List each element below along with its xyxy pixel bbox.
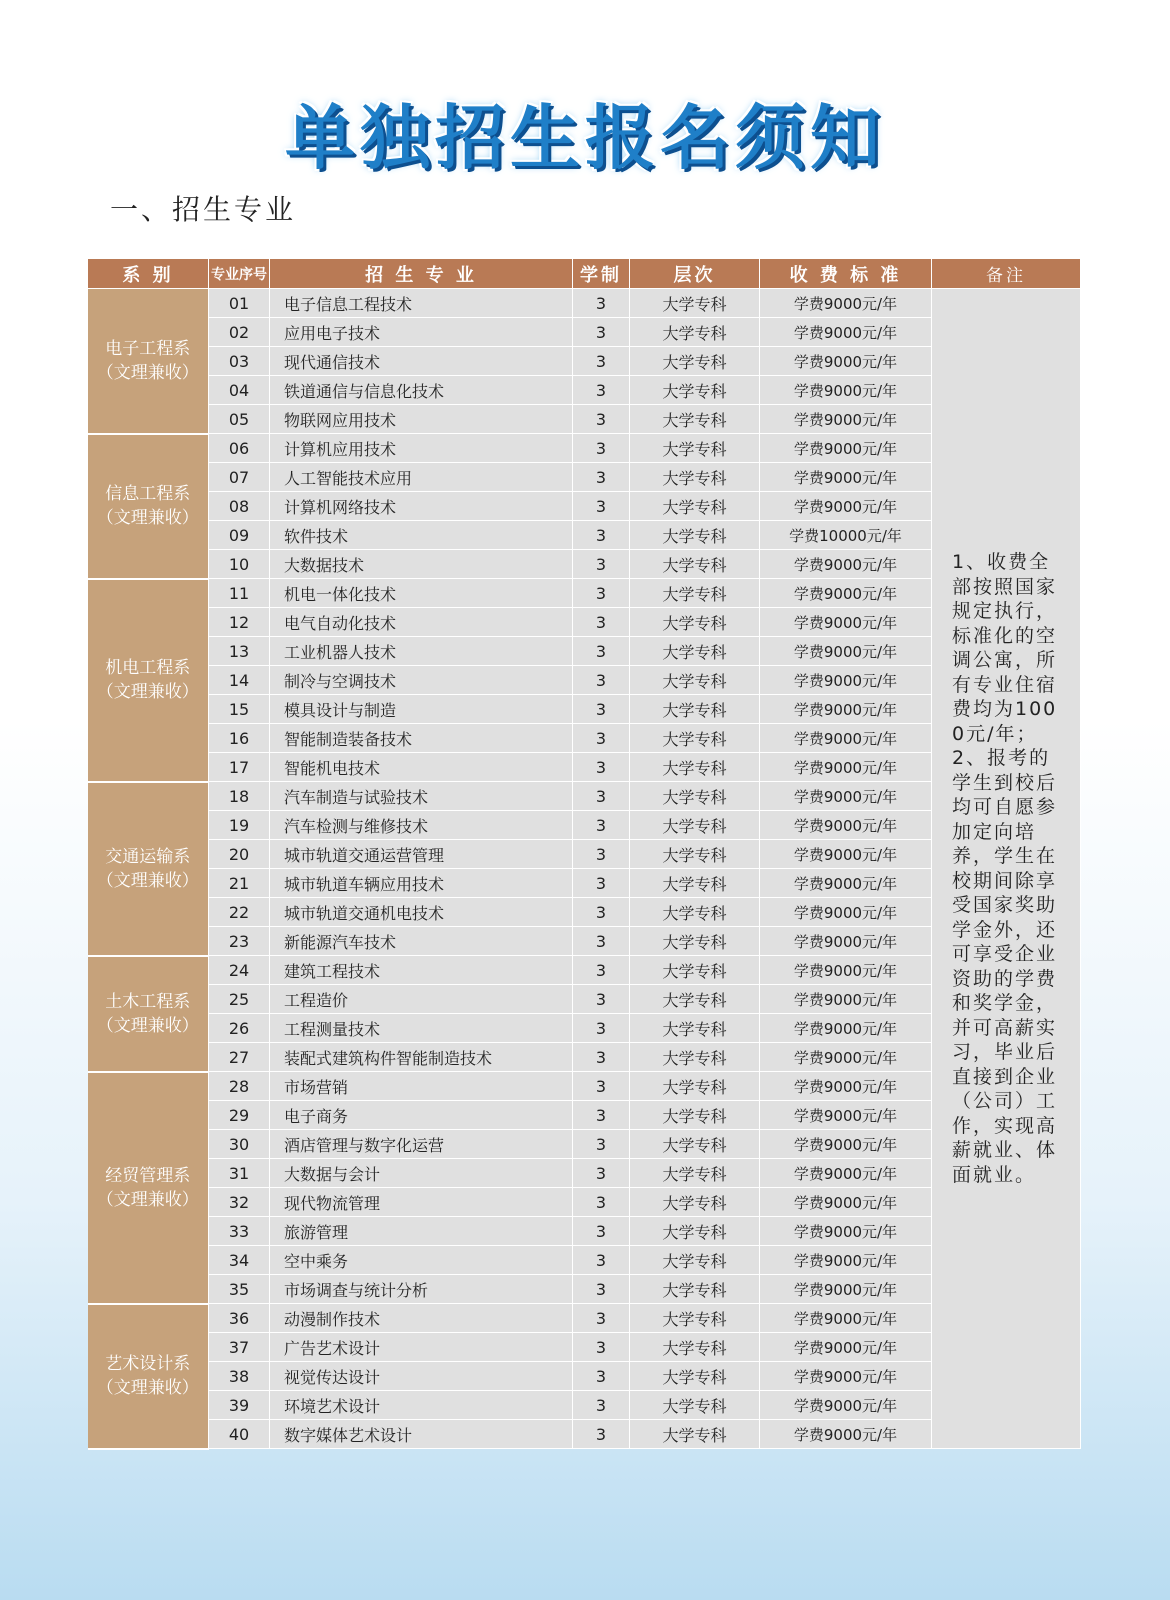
seq-cell: 18 xyxy=(209,782,270,811)
seq-cell: 26 xyxy=(209,1014,270,1043)
years-cell: 3 xyxy=(573,927,630,956)
major-cell: 工程测量技术 xyxy=(270,1014,573,1043)
seq-cell: 35 xyxy=(209,1275,270,1304)
fee-cell: 学费9000元/年 xyxy=(760,1043,932,1072)
level-cell: 大学专科 xyxy=(630,1420,760,1449)
major-cell: 智能机电技术 xyxy=(270,753,573,782)
seq-cell: 05 xyxy=(209,405,270,434)
header-seq: 专业序号 xyxy=(209,259,270,289)
seq-cell: 32 xyxy=(209,1188,270,1217)
seq-cell: 37 xyxy=(209,1333,270,1362)
level-cell: 大学专科 xyxy=(630,1043,760,1072)
seq-cell: 29 xyxy=(209,1101,270,1130)
fee-cell: 学费9000元/年 xyxy=(760,1362,932,1391)
years-cell: 3 xyxy=(573,985,630,1014)
fee-cell: 学费9000元/年 xyxy=(760,1333,932,1362)
level-cell: 大学专科 xyxy=(630,434,760,463)
years-cell: 3 xyxy=(573,1333,630,1362)
department-cell xyxy=(88,1072,209,1304)
header-level: 层次 xyxy=(630,259,760,289)
department-name: 经贸管理系 xyxy=(105,1165,191,1186)
years-cell: 3 xyxy=(573,1159,630,1188)
fee-cell: 学费9000元/年 xyxy=(760,608,932,637)
fee-cell: 学费9000元/年 xyxy=(760,956,932,985)
major-cell: 城市轨道车辆应用技术 xyxy=(270,869,573,898)
major-cell: 城市轨道交通运营管理 xyxy=(270,840,573,869)
years-cell: 3 xyxy=(573,1043,630,1072)
major-cell: 电子商务 xyxy=(270,1101,573,1130)
seq-cell: 12 xyxy=(209,608,270,637)
major-cell: 建筑工程技术 xyxy=(270,956,573,985)
level-cell: 大学专科 xyxy=(630,492,760,521)
years-cell: 3 xyxy=(573,869,630,898)
major-cell: 城市轨道交通机电技术 xyxy=(270,898,573,927)
level-cell: 大学专科 xyxy=(630,898,760,927)
department-cell xyxy=(88,434,209,579)
seq-cell: 20 xyxy=(209,840,270,869)
level-cell: 大学专科 xyxy=(630,318,760,347)
fee-cell: 学费9000元/年 xyxy=(760,927,932,956)
years-cell: 3 xyxy=(573,956,630,985)
major-cell: 现代物流管理 xyxy=(270,1188,573,1217)
level-cell: 大学专科 xyxy=(630,347,760,376)
fee-cell: 学费9000元/年 xyxy=(760,347,932,376)
seq-cell: 34 xyxy=(209,1246,270,1275)
fee-cell: 学费9000元/年 xyxy=(760,405,932,434)
years-cell: 3 xyxy=(573,898,630,927)
major-cell: 空中乘务 xyxy=(270,1246,573,1275)
major-cell: 应用电子技术 xyxy=(270,318,573,347)
level-cell: 大学专科 xyxy=(630,289,760,318)
seq-cell: 10 xyxy=(209,550,270,579)
seq-cell: 02 xyxy=(209,318,270,347)
fee-cell: 学费9000元/年 xyxy=(760,840,932,869)
seq-cell: 04 xyxy=(209,376,270,405)
seq-cell: 13 xyxy=(209,637,270,666)
fee-cell: 学费9000元/年 xyxy=(760,1420,932,1449)
years-cell: 3 xyxy=(573,1246,630,1275)
header-dept: 系 别 xyxy=(88,259,209,289)
major-cell: 工业机器人技术 xyxy=(270,637,573,666)
fee-cell: 学费9000元/年 xyxy=(760,492,932,521)
fee-cell: 学费9000元/年 xyxy=(760,550,932,579)
department-cell xyxy=(88,782,209,956)
department-name: 电子工程系 xyxy=(105,338,191,359)
fee-cell: 学费9000元/年 xyxy=(760,579,932,608)
major-cell: 新能源汽车技术 xyxy=(270,927,573,956)
seq-cell: 40 xyxy=(209,1420,270,1449)
major-cell: 市场调查与统计分析 xyxy=(270,1275,573,1304)
level-cell: 大学专科 xyxy=(630,811,760,840)
seq-cell: 28 xyxy=(209,1072,270,1101)
level-cell: 大学专科 xyxy=(630,1014,760,1043)
level-cell: 大学专科 xyxy=(630,840,760,869)
page-title: 单独招生报名须知 xyxy=(285,96,885,179)
years-cell: 3 xyxy=(573,434,630,463)
major-cell: 大数据技术 xyxy=(270,550,573,579)
years-cell: 3 xyxy=(573,1130,630,1159)
years-cell: 3 xyxy=(573,695,630,724)
years-cell: 3 xyxy=(573,550,630,579)
level-cell: 大学专科 xyxy=(630,782,760,811)
header-note: 备注 xyxy=(932,259,1081,289)
major-cell: 广告艺术设计 xyxy=(270,1333,573,1362)
seq-cell: 14 xyxy=(209,666,270,695)
fee-cell: 学费9000元/年 xyxy=(760,1188,932,1217)
seq-cell: 23 xyxy=(209,927,270,956)
years-cell: 3 xyxy=(573,405,630,434)
major-cell: 现代通信技术 xyxy=(270,347,573,376)
seq-cell: 22 xyxy=(209,898,270,927)
seq-cell: 07 xyxy=(209,463,270,492)
department-sub: （文理兼收） xyxy=(96,1015,199,1036)
seq-cell: 30 xyxy=(209,1130,270,1159)
major-cell: 汽车检测与维修技术 xyxy=(270,811,573,840)
major-cell: 计算机应用技术 xyxy=(270,434,573,463)
level-cell: 大学专科 xyxy=(630,608,760,637)
seq-cell: 09 xyxy=(209,521,270,550)
fee-cell: 学费9000元/年 xyxy=(760,666,932,695)
fee-cell: 学费9000元/年 xyxy=(760,637,932,666)
level-cell: 大学专科 xyxy=(630,666,760,695)
department-cell xyxy=(88,956,209,1072)
years-cell: 3 xyxy=(573,463,630,492)
seq-cell: 36 xyxy=(209,1304,270,1333)
level-cell: 大学专科 xyxy=(630,1072,760,1101)
table-header-row xyxy=(88,259,1081,289)
major-cell: 旅游管理 xyxy=(270,1217,573,1246)
years-cell: 3 xyxy=(573,1391,630,1420)
seq-cell: 25 xyxy=(209,985,270,1014)
level-cell: 大学专科 xyxy=(630,637,760,666)
seq-cell: 08 xyxy=(209,492,270,521)
level-cell: 大学专科 xyxy=(630,753,760,782)
level-cell: 大学专科 xyxy=(630,1304,760,1333)
level-cell: 大学专科 xyxy=(630,869,760,898)
level-cell: 大学专科 xyxy=(630,463,760,492)
years-cell: 3 xyxy=(573,1217,630,1246)
fee-cell: 学费9000元/年 xyxy=(760,1130,932,1159)
level-cell: 大学专科 xyxy=(630,1246,760,1275)
level-cell: 大学专科 xyxy=(630,1159,760,1188)
fee-cell: 学费9000元/年 xyxy=(760,1014,932,1043)
major-cell: 人工智能技术应用 xyxy=(270,463,573,492)
fee-cell: 学费9000元/年 xyxy=(760,463,932,492)
major-cell: 计算机网络技术 xyxy=(270,492,573,521)
table-row xyxy=(88,289,1081,318)
department-sub: （文理兼收） xyxy=(96,682,199,702)
level-cell: 大学专科 xyxy=(630,579,760,608)
years-cell: 3 xyxy=(573,579,630,608)
seq-cell: 06 xyxy=(209,434,270,463)
level-cell: 大学专科 xyxy=(630,724,760,753)
fee-cell: 学费9000元/年 xyxy=(760,289,932,318)
fee-cell: 学费9000元/年 xyxy=(760,1101,932,1130)
major-cell: 铁道通信与信息化技术 xyxy=(270,376,573,405)
level-cell: 大学专科 xyxy=(630,1101,760,1130)
major-cell: 软件技术 xyxy=(270,521,573,550)
major-cell: 大数据与会计 xyxy=(270,1159,573,1188)
section-heading: 一、招生专业 xyxy=(110,193,297,226)
seq-cell: 17 xyxy=(209,753,270,782)
years-cell: 3 xyxy=(573,666,630,695)
fee-cell: 学费9000元/年 xyxy=(760,811,932,840)
fee-cell: 学费9000元/年 xyxy=(760,1159,932,1188)
major-cell: 视觉传达设计 xyxy=(270,1362,573,1391)
major-cell: 酒店管理与数字化运营 xyxy=(270,1130,573,1159)
major-cell: 工程造价 xyxy=(270,985,573,1014)
header-fee: 收 费 标 准 xyxy=(760,259,932,289)
years-cell: 3 xyxy=(573,1362,630,1391)
remarks-cell: 1、收费全部按照国家规定执行，标准化的空调公寓，所有专业住宿费均为1000元/年；2、报考的学生到校后均可自愿参加定向培养，学生在校期间除享受国家奖助学金外，还可享受企业资助的学费和奖学金，并可高薪实习，毕业后直接到企业（公司）工作，实现高薪就业、体面就业。 xyxy=(932,289,1081,1449)
fee-cell: 学费9000元/年 xyxy=(760,695,932,724)
fee-cell: 学费9000元/年 xyxy=(760,753,932,782)
years-cell: 3 xyxy=(573,521,630,550)
department-sub: （文理兼收） xyxy=(96,1189,199,1210)
seq-cell: 21 xyxy=(209,869,270,898)
years-cell: 3 xyxy=(573,840,630,869)
level-cell: 大学专科 xyxy=(630,1217,760,1246)
years-cell: 3 xyxy=(573,376,630,405)
fee-cell: 学费9000元/年 xyxy=(760,318,932,347)
fee-cell: 学费9000元/年 xyxy=(760,1275,932,1304)
level-cell: 大学专科 xyxy=(630,405,760,434)
department-name: 交通运输系 xyxy=(105,846,191,867)
seq-cell: 39 xyxy=(209,1391,270,1420)
fee-cell: 学费9000元/年 xyxy=(760,434,932,463)
major-cell: 智能制造装备技术 xyxy=(270,724,573,753)
seq-cell: 31 xyxy=(209,1159,270,1188)
seq-cell: 01 xyxy=(209,289,270,318)
department-cell xyxy=(88,579,209,782)
years-cell: 3 xyxy=(573,492,630,521)
fee-cell: 学费10000元/年 xyxy=(760,521,932,550)
majors-table xyxy=(87,258,1081,1450)
level-cell: 大学专科 xyxy=(630,985,760,1014)
level-cell: 大学专科 xyxy=(630,927,760,956)
fee-cell: 学费9000元/年 xyxy=(760,724,932,753)
years-cell: 3 xyxy=(573,724,630,753)
level-cell: 大学专科 xyxy=(630,695,760,724)
level-cell: 大学专科 xyxy=(630,521,760,550)
department-name: 机电工程系 xyxy=(105,658,191,678)
level-cell: 大学专科 xyxy=(630,1275,760,1304)
major-cell: 机电一体化技术 xyxy=(270,579,573,608)
seq-cell: 15 xyxy=(209,695,270,724)
seq-cell: 16 xyxy=(209,724,270,753)
years-cell: 3 xyxy=(573,1275,630,1304)
major-cell: 电子信息工程技术 xyxy=(270,289,573,318)
years-cell: 3 xyxy=(573,1101,630,1130)
level-cell: 大学专科 xyxy=(630,376,760,405)
major-cell: 物联网应用技术 xyxy=(270,405,573,434)
years-cell: 3 xyxy=(573,289,630,318)
department-sub: （文理兼收） xyxy=(96,1378,199,1398)
department-sub: （文理兼收） xyxy=(96,362,199,383)
fee-cell: 学费9000元/年 xyxy=(760,376,932,405)
department-cell xyxy=(88,1304,209,1449)
years-cell: 3 xyxy=(573,782,630,811)
major-cell: 数字媒体艺术设计 xyxy=(270,1420,573,1449)
seq-cell: 38 xyxy=(209,1362,270,1391)
years-cell: 3 xyxy=(573,637,630,666)
fee-cell: 学费9000元/年 xyxy=(760,869,932,898)
seq-cell: 24 xyxy=(209,956,270,985)
fee-cell: 学费9000元/年 xyxy=(760,985,932,1014)
fee-cell: 学费9000元/年 xyxy=(760,1246,932,1275)
header-major: 招 生 专 业 xyxy=(270,259,573,289)
major-cell: 环境艺术设计 xyxy=(270,1391,573,1420)
seq-cell: 33 xyxy=(209,1217,270,1246)
major-cell: 装配式建筑构件智能制造技术 xyxy=(270,1043,573,1072)
level-cell: 大学专科 xyxy=(630,550,760,579)
level-cell: 大学专科 xyxy=(630,1391,760,1420)
department-name: 信息工程系 xyxy=(105,484,191,504)
seq-cell: 11 xyxy=(209,579,270,608)
header-years: 学制 xyxy=(573,259,630,289)
level-cell: 大学专科 xyxy=(630,1188,760,1217)
major-cell: 电气自动化技术 xyxy=(270,608,573,637)
years-cell: 3 xyxy=(573,347,630,376)
years-cell: 3 xyxy=(573,1420,630,1449)
seq-cell: 27 xyxy=(209,1043,270,1072)
years-cell: 3 xyxy=(573,753,630,782)
years-cell: 3 xyxy=(573,1188,630,1217)
fee-cell: 学费9000元/年 xyxy=(760,1217,932,1246)
level-cell: 大学专科 xyxy=(630,1362,760,1391)
years-cell: 3 xyxy=(573,811,630,840)
years-cell: 3 xyxy=(573,608,630,637)
fee-cell: 学费9000元/年 xyxy=(760,898,932,927)
years-cell: 3 xyxy=(573,1304,630,1333)
department-sub: （文理兼收） xyxy=(96,508,199,528)
seq-cell: 19 xyxy=(209,811,270,840)
department-name: 艺术设计系 xyxy=(105,1354,191,1374)
department-sub: （文理兼收） xyxy=(96,870,199,891)
fee-cell: 学费9000元/年 xyxy=(760,1391,932,1420)
years-cell: 3 xyxy=(573,1014,630,1043)
fee-cell: 学费9000元/年 xyxy=(760,1072,932,1101)
department-name: 土木工程系 xyxy=(105,991,191,1012)
fee-cell: 学费9000元/年 xyxy=(760,1304,932,1333)
major-cell: 汽车制造与试验技术 xyxy=(270,782,573,811)
years-cell: 3 xyxy=(573,318,630,347)
major-cell: 市场营销 xyxy=(270,1072,573,1101)
department-cell xyxy=(88,289,209,434)
level-cell: 大学专科 xyxy=(630,1333,760,1362)
major-cell: 动漫制作技术 xyxy=(270,1304,573,1333)
fee-cell: 学费9000元/年 xyxy=(760,782,932,811)
seq-cell: 03 xyxy=(209,347,270,376)
level-cell: 大学专科 xyxy=(630,956,760,985)
major-cell: 模具设计与制造 xyxy=(270,695,573,724)
major-cell: 制冷与空调技术 xyxy=(270,666,573,695)
level-cell: 大学专科 xyxy=(630,1130,760,1159)
years-cell: 3 xyxy=(573,1072,630,1101)
